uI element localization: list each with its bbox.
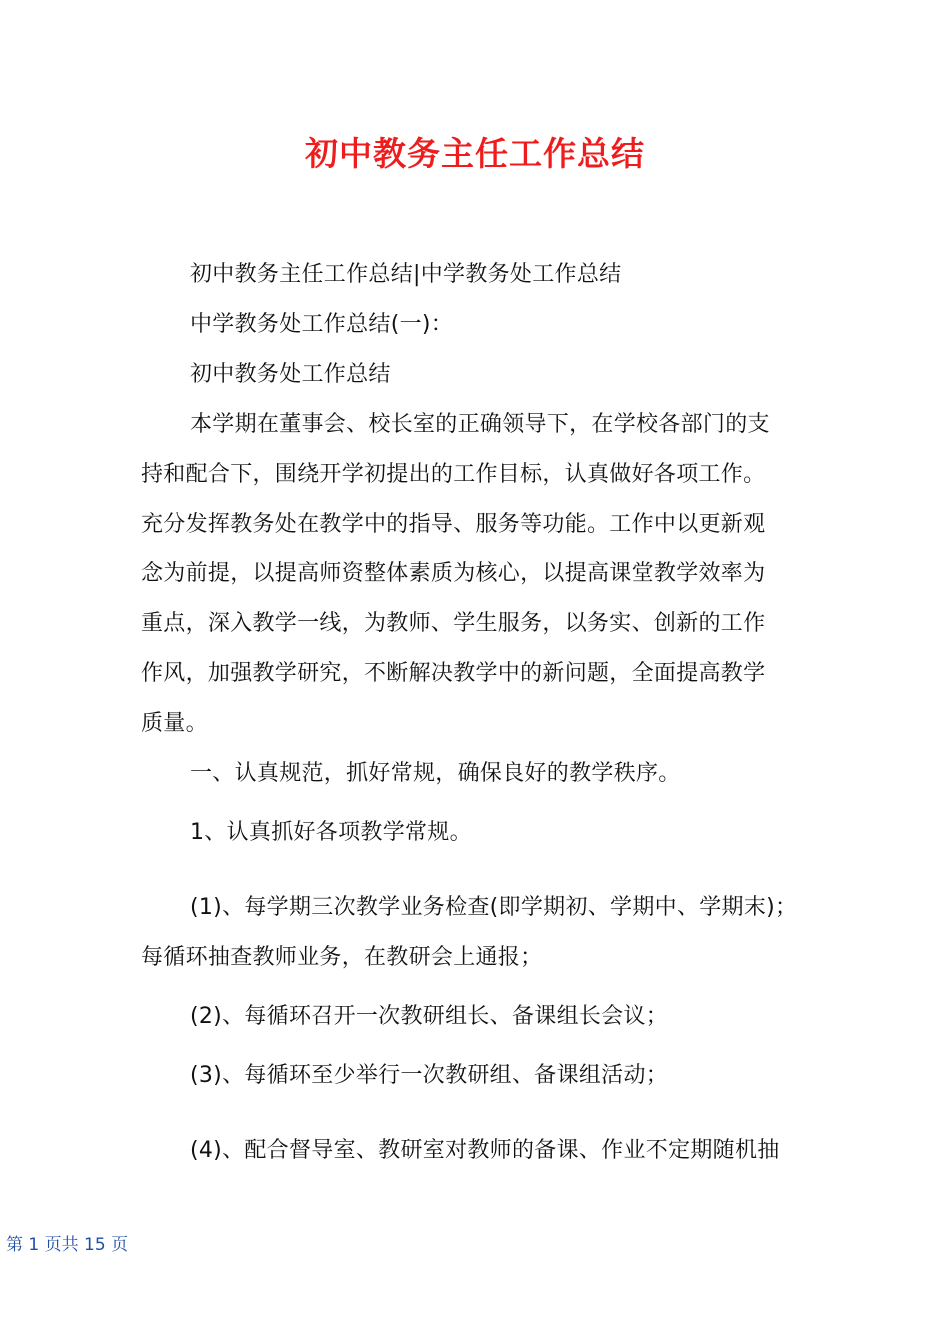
list-item: (2)、每循环召开一次教研组长、备课组长会议； — [190, 1004, 669, 1029]
paragraph-line: 充分发挥教务处在教学中的指导、服务等功能。工作中以更新观 — [141, 512, 766, 537]
list-item: (1)、每学期三次教学业务检查(即学期初、学期中、学期末)； — [190, 895, 798, 920]
document-title: 初中教务主任工作总结 — [305, 134, 645, 173]
list-item: (4)、配合督导室、教研室对教师的备课、作业不定期随机抽 — [190, 1138, 780, 1163]
page-indicator: 第 1 页共 15 页 — [6, 1235, 129, 1255]
text-line: 中学教务处工作总结(一)： — [190, 312, 454, 337]
paragraph-line: 持和配合下，围绕开学初提出的工作目标，认真做好各项工作。 — [141, 462, 766, 487]
paragraph-line: 重点，深入教学一线，为教师、学生服务，以务实、创新的工作 — [141, 611, 766, 636]
text-line: 初中教务主任工作总结|中学教务处工作总结 — [190, 262, 622, 287]
list-item-continuation: 每循环抽查教师业务，在教研会上通报； — [141, 945, 543, 970]
paragraph-line: 作风，加强教学研究，不断解决教学中的新问题，全面提高教学 — [141, 661, 766, 686]
paragraph-line: 本学期在董事会、校长室的正确领导下，在学校各部门的支 — [190, 412, 770, 437]
subsection-heading: 1、认真抓好各项教学常规。 — [190, 820, 472, 845]
text-line: 初中教务处工作总结 — [190, 362, 391, 387]
list-item: (3)、每循环至少举行一次教研组、备课组活动； — [190, 1063, 669, 1088]
paragraph-line: 质量。 — [141, 711, 208, 736]
section-heading: 一、认真规范，抓好常规，确保良好的教学秩序。 — [190, 761, 681, 786]
paragraph-line: 念为前提，以提高师资整体素质为核心，以提高课堂教学效率为 — [141, 561, 766, 586]
